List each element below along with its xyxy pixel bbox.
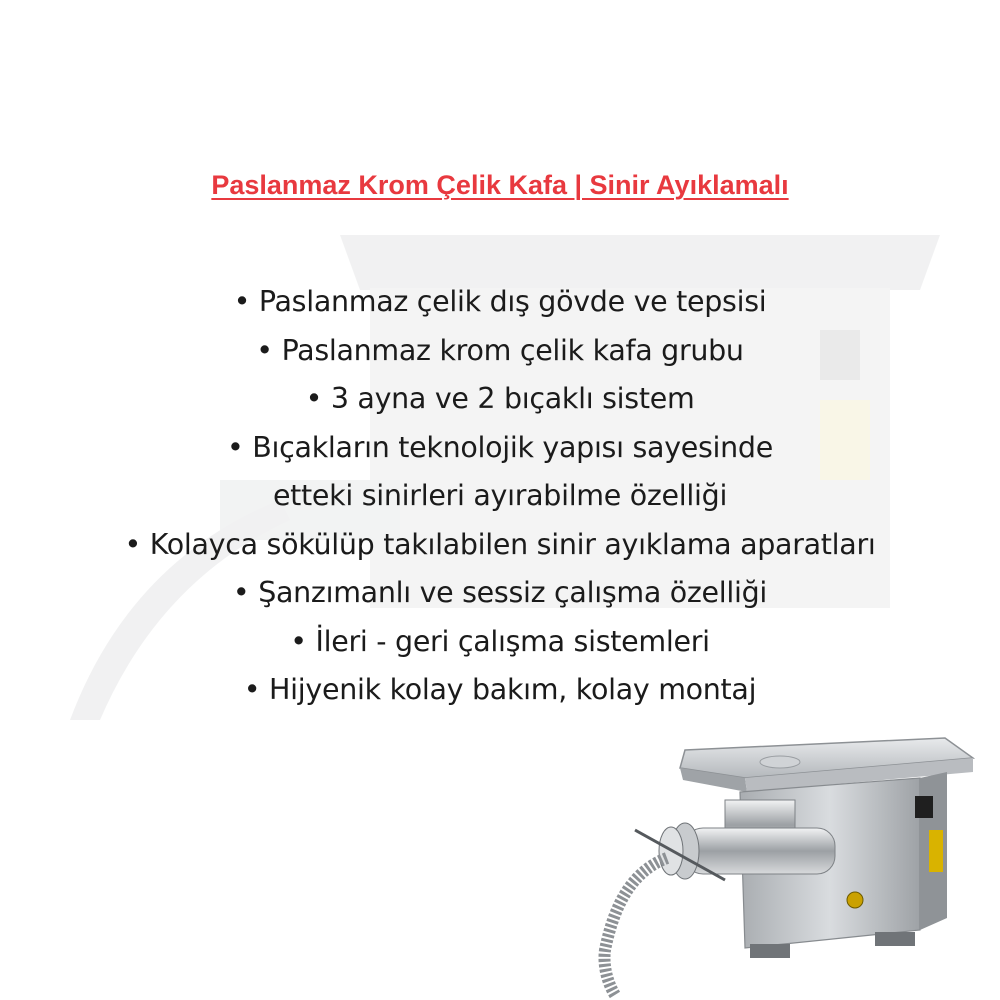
meat-grinder-product-image <box>575 720 985 1000</box>
feature-item: • Şanzımanlı ve sessiz çalışma özelliği <box>232 576 768 609</box>
switch-icon <box>915 796 933 818</box>
feature-item: • Hijyenik kolay bakım, kolay montaj <box>243 673 757 706</box>
feature-item: • Bıçakların teknolojik yapısı sayesinde <box>227 430 773 464</box>
headline-title: Paslanmaz Krom Çelik Kafa | Sinir Ayıklamalı <box>211 170 789 200</box>
flexible-hose <box>604 858 667 995</box>
feature-item: • Paslanmaz krom çelik kafa grubu <box>256 333 744 367</box>
feature-item: • İleri - geri çalışma sistemleri <box>290 624 710 658</box>
feature-item: • Paslanmaz çelik dış gövde ve tepsisi <box>233 285 767 318</box>
feature-item: • 3 ayna ve 2 bıçaklı sistem <box>305 382 695 415</box>
feature-item: • Kolayca sökülüp takılabilen sinir ayıklama aparatları <box>124 527 876 561</box>
feature-list <box>0 278 1000 715</box>
feature-item-continued: etteki sinirleri ayırabilme özelliği <box>272 479 728 512</box>
